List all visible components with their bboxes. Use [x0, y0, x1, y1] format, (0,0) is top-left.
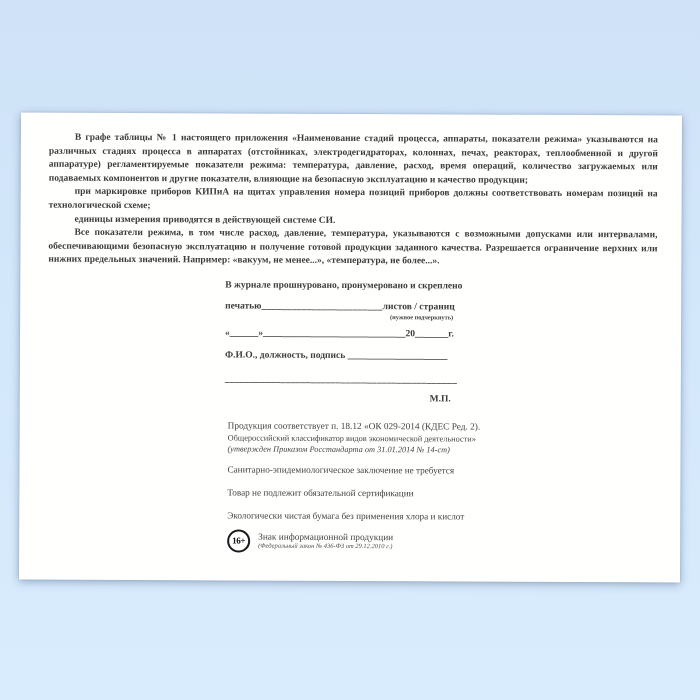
journal-form-heading: В журнале прошнуровано, пронумеровано и скреплено: [225, 280, 463, 292]
signature-blank-line: ______________________________________________: [224, 374, 458, 386]
info-sign-row: [227, 529, 480, 553]
underline-note: (нужное подчеркнуть): [390, 314, 454, 322]
paragraph: Все показатели режима, в том числе расход, давление, температура, указываются с возможными допусками или интервалами, обеспечивающими безопасную эксплуатацию и получение готовой продукции заданного качества. Разрешается ограничение верхних или нижних предельных значений. Например: «вакуум, не менее...», «температура, не более...».: [48, 227, 658, 267]
info-sign-law: (Федеральный закон № 436-ФЗ от 29.12.2010 г.): [258, 542, 393, 551]
product-class-line3: (утвержден Приказом Росстандарта от 31.01.2014 № 14-ст): [227, 444, 450, 455]
paragraph: В графе таблицы № 1 настоящего приложения «Наименование стадий процесса, аппараты, показатели режима» указываются на различных стадиях процесса в аппаратах (отстойниках, электродегидраторах, колоннах, печах, реакторах, теплообменной и другой аппаратуре) регламентируемые показатели режима: температура, давление, расход, время операций, количество загружаемых или подаваемых компонентов и другие показатели, влияющие на безопасную эксплуатацию и качество продукции;: [48, 132, 658, 186]
certification-block: [227, 421, 480, 553]
eco-line: Экологически чистая бумага без применения хлора и кислот: [227, 510, 465, 522]
seal-row: [225, 300, 455, 313]
document-page: [19, 113, 682, 583]
info-sign-line: Знак информационной продукции: [258, 532, 394, 543]
journal-form-block: [224, 279, 463, 405]
info-sign-text: [258, 532, 393, 551]
seal-mark: М.П.: [429, 394, 451, 405]
fio-row: Ф.И.О., должность, подпись _____________________: [224, 350, 448, 362]
age-rating-16-icon: 16+: [227, 529, 250, 552]
seal-blank-line: ________________________: [261, 301, 383, 313]
certification-line: Товар не подлежит обязательной сертификации: [227, 487, 414, 499]
date-row: «______»______________________________20_______г.: [225, 328, 454, 340]
paragraph: единицы измерения приводятся в действующей системе СИ.: [74, 214, 336, 226]
paragraph: при маркировке приборов КИПиА на щитах управления номера позиций приборов должны соответствовать номерам позиций на технологической схеме;: [48, 187, 658, 212]
seal-label: печатью: [225, 301, 262, 312]
product-class-line2: Общероссийский классификатор видов экономической деятельности»: [227, 433, 476, 444]
product-class-line1: Продукция соответствует п. 18.12 «ОК 029-2014 (КДЕС Ред. 2).: [227, 421, 481, 433]
sanitary-line: Санитарно-эпидемиологическое заключение не требуется: [227, 464, 455, 476]
sheets-label: листов / страниц: [382, 302, 455, 313]
body-text-block: [48, 132, 658, 271]
